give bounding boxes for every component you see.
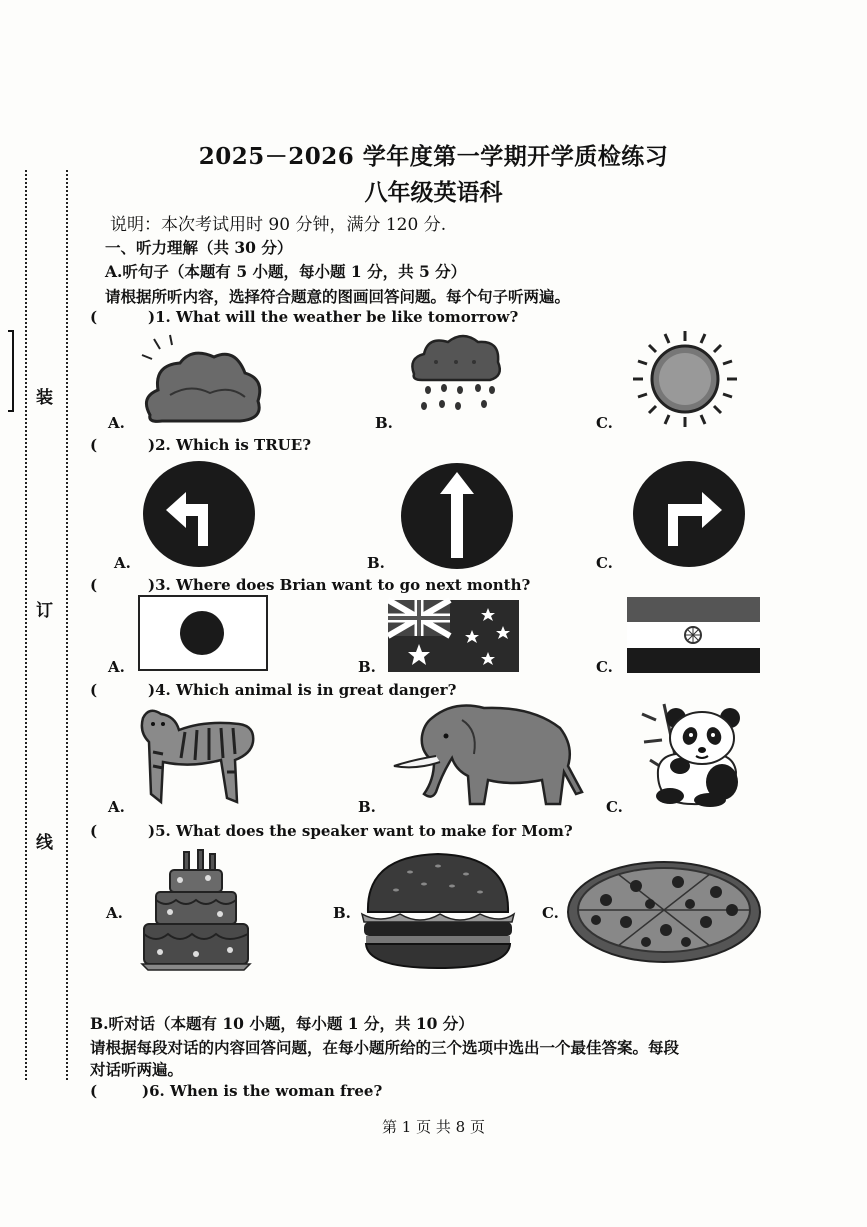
option-b: B. — [333, 904, 351, 922]
option-b: B. — [358, 798, 376, 816]
option-c: C. — [596, 414, 613, 432]
pizza-icon — [566, 860, 762, 964]
answer-paren[interactable]: ( — [90, 308, 98, 326]
question-5 — [90, 822, 573, 840]
go-straight-sign-icon — [400, 462, 515, 570]
question-3 — [90, 576, 530, 594]
option-b: B. — [367, 554, 385, 572]
option-a: A. — [108, 658, 125, 676]
option-a: A. — [108, 414, 125, 432]
answer-paren[interactable]: ( — [90, 822, 98, 840]
panda-icon — [636, 700, 748, 808]
answer-paren[interactable]: ( — [90, 1082, 98, 1100]
part-b-instructions-line2: 对话听两遍。 — [90, 1060, 184, 1079]
question-text: )5. What does the speaker want to make for Mom? — [148, 822, 573, 840]
cloudy-icon — [140, 335, 265, 430]
part-b-title: B.听对话（本题有 10 小题，每小题 1 分，共 10 分） — [90, 1014, 474, 1033]
option-c: C. — [596, 554, 613, 572]
elephant-icon — [392, 700, 588, 808]
exam-title: 2025－2026 学年度第一学期开学质检练习 — [198, 143, 669, 170]
question-2 — [90, 436, 311, 454]
exam-note: 说明：本次考试用时 90 分钟，满分 120 分. — [110, 215, 447, 235]
question-6 — [90, 1082, 382, 1100]
answer-paren[interactable]: ( — [90, 576, 98, 594]
india-flag-icon — [627, 597, 760, 673]
question-text: )1. What will the weather be like tomorrow? — [148, 308, 519, 326]
binding-char-zhuang: 装 — [36, 388, 53, 408]
hamburger-icon — [360, 852, 516, 970]
binding-bracket — [8, 330, 14, 412]
option-a: A. — [114, 554, 131, 572]
exam-subtitle: 八年级英语科 — [364, 179, 503, 206]
turn-left-sign-icon — [142, 460, 257, 568]
binding-char-ding: 订 — [36, 601, 53, 621]
rain-cloud-icon — [408, 332, 503, 414]
cake-icon — [140, 848, 252, 972]
binding-char-xian: 线 — [36, 833, 53, 853]
option-c: C. — [542, 904, 559, 922]
question-4 — [90, 681, 456, 699]
tiger-icon — [135, 702, 260, 806]
sun-icon — [630, 332, 740, 427]
part-b-instructions-line1: 请根据每段对话的内容回答问题，在每小题所给的三个选项中选出一个最佳答案。每段 — [90, 1038, 680, 1057]
option-b: B. — [358, 658, 376, 676]
question-1 — [90, 308, 518, 326]
japan-flag-icon — [138, 595, 268, 671]
section-title: 一、听力理解（共 30 分） — [105, 238, 293, 257]
option-a: A. — [108, 798, 125, 816]
australia-flag-icon — [388, 600, 519, 672]
option-b: B. — [375, 414, 393, 432]
option-c: C. — [596, 658, 613, 676]
answer-paren[interactable]: ( — [90, 681, 98, 699]
answer-paren[interactable]: ( — [90, 436, 98, 454]
question-text: )3. Where does Brian want to go next month? — [148, 576, 531, 594]
turn-right-sign-icon — [632, 460, 747, 568]
binding-line-outer — [25, 170, 27, 1080]
question-text: )2. Which is TRUE? — [148, 436, 311, 454]
question-text: )6. When is the woman free? — [142, 1082, 383, 1100]
page-number: 第 1 页 共 8 页 — [382, 1118, 485, 1136]
part-a-instructions: 请根据所听内容，选择符合题意的图画回答问题。每个句子听两遍。 — [105, 287, 571, 306]
question-text: )4. Which animal is in great danger? — [148, 681, 457, 699]
option-c: C. — [606, 798, 623, 816]
option-a: A. — [106, 904, 123, 922]
part-a-title: A.听句子（本题有 5 小题，每小题 1 分，共 5 分） — [105, 262, 467, 281]
binding-line-inner — [66, 170, 68, 1080]
